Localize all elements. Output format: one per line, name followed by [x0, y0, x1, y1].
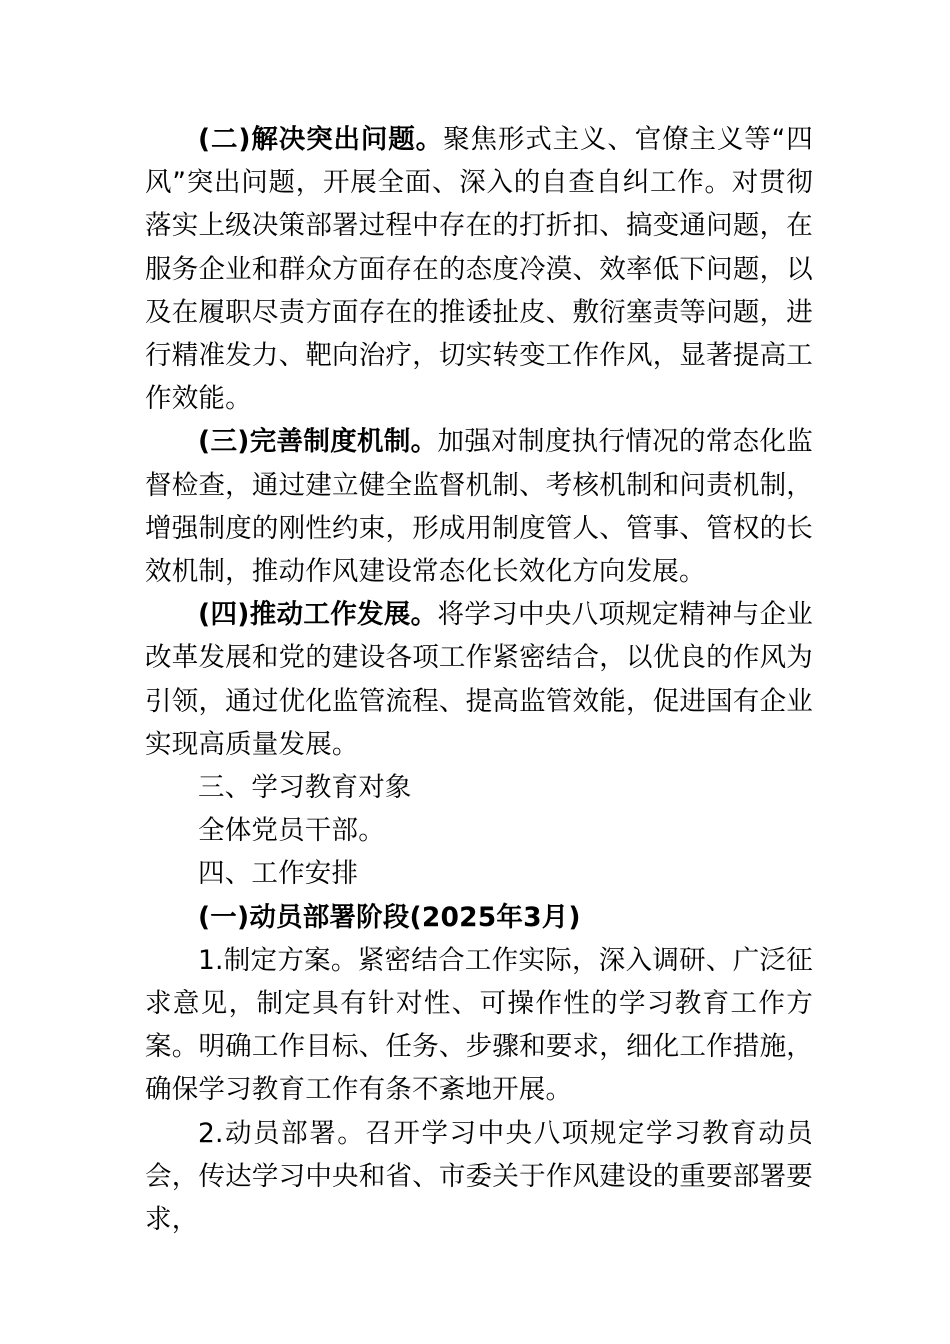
paragraph-mobilization-meeting — [145, 1112, 813, 1242]
paragraph-body: 四、工作安排 — [198, 858, 359, 890]
paragraph-body: 将学习中央八项规定精神与企业改革发展和党的建设各项工作紧密结合，以优良的作风为引领，通过优化监管流程、提高监管效能，促进国有企业实现高质量发展。 — [145, 599, 813, 760]
paragraph-body: 1.制定方案。紧密结合工作实际，深入调研、广泛征求意见，制定具有针对性、可操作性的学习教育工作方案。明确工作目标、任务、步骤和要求，细化工作措施，确保学习教育工作有条不紊地开展。 — [145, 944, 813, 1106]
paragraph-heading: (二)解决突出问题。 — [198, 124, 444, 155]
paragraph-heading: (四)推动工作发展。 — [198, 599, 438, 631]
paragraph-draft-plan — [145, 939, 813, 1112]
paragraph-solve-problems — [145, 118, 813, 420]
paragraph-promote-development — [145, 593, 813, 766]
paragraph-improve-mechanism — [145, 420, 813, 593]
paragraph-body: 加强对制度执行情况的常态化监督检查，通过建立健全监督机制、考核机制和问责机制，增强制度的刚性约束，形成用制度管人、管事、管权的长效机制，推动作风建设常态化长效化方向发展。 — [145, 426, 813, 588]
subsection-heading-mobilization — [145, 896, 813, 939]
document-page — [145, 118, 813, 1241]
paragraph-heading: (一)动员部署阶段(2025年3月) — [198, 901, 581, 933]
section-heading-work-arrangement — [145, 852, 813, 895]
paragraph-all-members — [145, 809, 813, 852]
paragraph-body: 全体党员干部。 — [198, 815, 385, 847]
paragraph-heading: (三)完善制度机制。 — [198, 426, 438, 458]
section-heading-study-targets — [145, 766, 813, 809]
paragraph-body: 聚焦形式主义、官僚主义等“四风”突出问题，开展全面、深入的自查自纠工作。对贯彻落实上级决策部署过程中存在的打折扣、搞变通问题，在服务企业和群众方面存在的态度冷漠、效率低下问题，以及在履职尽责方面存在的推诿扯皮、敷衍塞责等问题，进行精准发力、靶向治疗，切实转变工作作风，显著提高工作效能。 — [145, 124, 814, 415]
paragraph-body: 2.动员部署。召开学习中央八项规定学习教育动员会，传达学习中央和省、市委关于作风建设的重要部署要求， — [145, 1117, 813, 1236]
paragraph-body: 三、学习教育对象 — [198, 772, 412, 804]
